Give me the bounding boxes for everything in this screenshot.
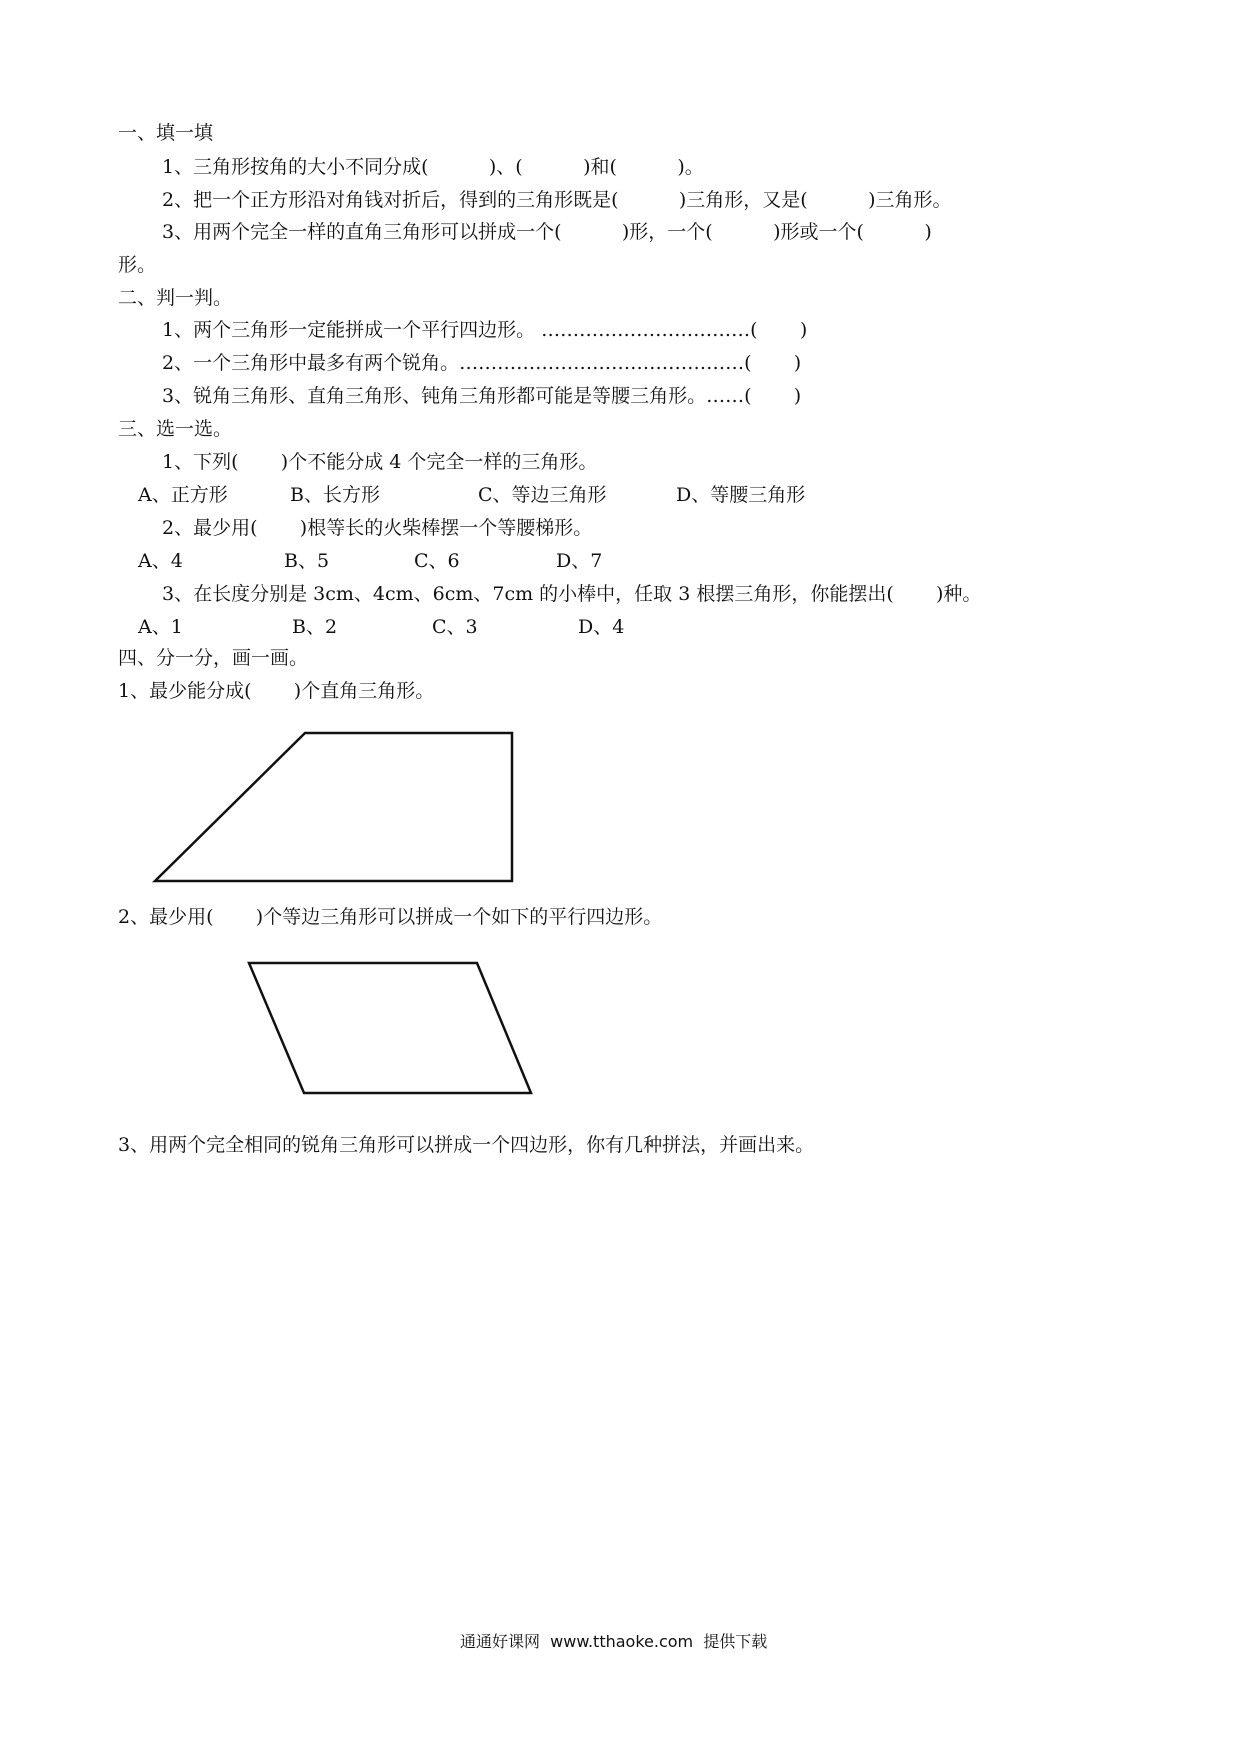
option-c: C、6 [414,550,460,572]
draw-question-2: 2、最少用( )个等边三角形可以拼成一个如下的平行四边形。 [118,906,663,928]
section-heading-judge: 二、判一判。 [118,287,233,309]
fill-question-1: 1、三角形按角的大小不同分成( )、( )和( )。 [162,156,704,178]
judge-question-1: 1、两个三角形一定能拼成一个平行四边形。 ……………………………( ) [162,319,808,341]
option-d: D、等腰三角形 [676,484,806,506]
option-a: A、4 [138,550,183,572]
option-c: C、等边三角形 [478,484,607,506]
section-heading-choose: 三、选一选。 [118,418,233,440]
choose-question-2: 2、最少用( )根等长的火柴棒摆一个等腰梯形。 [162,517,593,539]
option-d: D、7 [556,550,603,572]
trapezoid-figure [155,733,512,881]
judge-question-2: 2、一个三角形中最多有两个锐角。………………………………………( ) [162,352,802,374]
option-c: C、3 [432,616,478,638]
option-a: A、正方形 [138,484,228,506]
section-heading-draw: 四、分一分，画一画。 [118,647,309,669]
judge-question-3: 3、锐角三角形、直角三角形、钝角三角形都可能是等腰三角形。……( ) [162,385,802,407]
fill-question-3: 3、用两个完全一样的直角三角形可以拼成一个( )形，一个( )形或一个( ) [162,221,932,243]
option-b: B、长方形 [290,484,380,506]
draw-question-1: 1、最少能分成( )个直角三角形。 [118,680,435,702]
choose-question-3: 3、在长度分别是 3cm、4cm、6cm、7cm 的小棒中，任取 3 根摆三角形，你能摆出( )种。 [162,583,982,605]
footer-text: 通通好课网 www.tthaoke.com 提供下载 [460,1632,768,1651]
draw-question-3: 3、用两个完全相同的锐角三角形可以拼成一个四边形，你有几种拼法，并画出来。 [118,1134,815,1156]
parallelogram-figure [249,963,531,1093]
option-d: D、4 [578,616,625,638]
section-heading-fill: 一、填一填 [118,122,214,144]
fill-question-2: 2、把一个正方形沿对角钱对折后，得到的三角形既是( )三角形，又是( )三角形。 [162,189,952,211]
choose-question-1: 1、下列( )个不能分成 4 个完全一样的三角形。 [162,451,598,473]
option-a: A、1 [138,616,183,638]
option-b: B、2 [292,616,338,638]
fill-question-3-cont: 形。 [118,254,157,276]
option-b: B、5 [284,550,330,572]
